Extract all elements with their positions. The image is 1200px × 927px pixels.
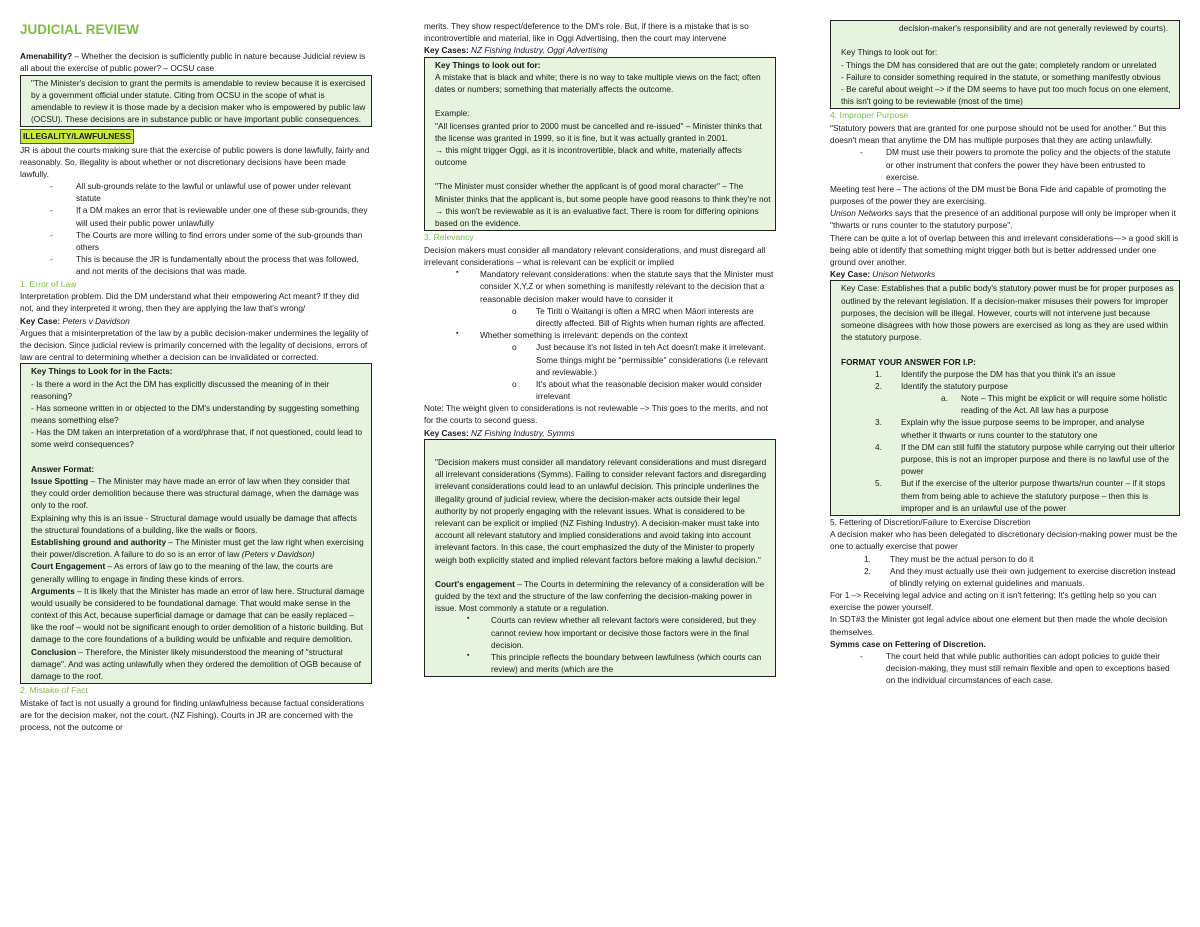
ocsu-quote-box bbox=[20, 75, 372, 128]
list-item bbox=[841, 380, 1175, 392]
irrelevant-box bbox=[830, 20, 1180, 109]
ocsu-quote-text: "The Minister's decision to grant the permits is amendable to review because it is exercised by a government official under statute. Citing from OCSU in the scope of what is amendable to review it is those made by a decision maker who is empowered by public law (OCSU). These decisions are in substance public or have important public consequences. bbox=[31, 77, 366, 125]
format-sub-steps bbox=[841, 392, 1175, 416]
error-of-law-text: Interpretation problem. Did the DM understand what their empowering Act meant? If they did not, and they interpreted it wrong, then they are applying the law that's wrong/ bbox=[20, 291, 359, 314]
step-number: a. bbox=[941, 393, 948, 404]
step-number: 3. bbox=[875, 417, 882, 428]
box-text: "All licenses granted prior to 2000 must be cancelled and re-issued" – Minister thinks that the license was granted in 1999, so it is fine, but it was actually granted in 2001. bbox=[435, 120, 762, 143]
improper-purpose-text: "Statutory powers that are granted for one purpose should not be used for another." But this doesn't mean that anytime the DM has multiple purposes that they are acting unlawfully. bbox=[830, 122, 1167, 146]
step-text: – It is likely that the Minister has made an error of law here. Structural damage would usually be considered to be foundational damage. That would make sense in the context of this Act, because superficial damage or damage that can be easily replaced – like the roof – would not be significant enough to order demolition of a historic building. But damage to the core foundations of a building would be unfixable and require demolition. bbox=[31, 585, 365, 645]
box-heading: Key Things to look out for: bbox=[841, 47, 938, 58]
list-item: ▪ Whether something is irrelevant: depends on the context bbox=[424, 329, 776, 341]
box-text: Key Case: Establishes that a public body's statutory power must be for proper purposes as outlined by the relevant legislation. If a decision-maker misuses their powers for improper purposes, the decision will be illegal. However, courts will not intervene just because someone disagrees with how those powers are exercised as long as they are used within the statutory purpose. bbox=[841, 283, 1174, 343]
list-item: - If a DM makes an error that is reviewable under one of these sub-grounds, they will used their public power unlawfully bbox=[20, 204, 372, 228]
key-case-line bbox=[830, 268, 1180, 280]
step-text: Identify the purpose the DM has that you think it's an issue bbox=[901, 368, 1116, 379]
section-error-of-law: 1. Error of Law bbox=[20, 278, 77, 289]
merits-paragraph: merits. They show respect/deference to the DM's role. But, if there is a mistake that is so incontrovertible and material, like in Oggi Advertising, then the court may intervene bbox=[424, 21, 749, 44]
section-fettering: 5. Fettering of Discretion/Failure to Exercise Discretion bbox=[830, 516, 1031, 527]
court-engagement-label: Court's engagement bbox=[435, 578, 515, 589]
amenability-paragraph bbox=[20, 50, 372, 74]
column-1 bbox=[20, 0, 372, 927]
list-item: o It's about what the reasonable decision maker would consider irrelevant bbox=[424, 378, 776, 402]
list-item bbox=[830, 553, 1180, 565]
improper-purpose-box bbox=[830, 280, 1180, 516]
step-text: – As errors of law go to the meaning of the law, the courts are generally willing to engage in finding these kinds of errors. bbox=[31, 561, 334, 584]
key-case-name: Peters v Davidson bbox=[60, 315, 130, 326]
step-case: (Peters v Davidson) bbox=[241, 549, 315, 560]
section-relevancy: 3. Relevancy bbox=[424, 232, 474, 243]
list-item bbox=[830, 565, 1180, 589]
answer-step-5 bbox=[31, 585, 367, 646]
fettering-items bbox=[830, 553, 1180, 590]
step-label: Issue Spotting bbox=[31, 476, 89, 486]
overlap-paragraph: There can be quite a lot of overlap between this and irrelevant considerations—> a good skill is being able ot identify that something might trigger both but is better addressed under one ground over another. bbox=[830, 232, 1179, 267]
page-title: JUDICIAL REVIEW bbox=[20, 22, 140, 37]
list-item: ▪ This principle reflects the boundary between lawfulness (which courts can review) and merits (which are the bbox=[435, 651, 771, 675]
mistake-facts-box bbox=[424, 57, 776, 232]
relevancy-sub-bullets bbox=[424, 305, 776, 329]
list-item: - The Courts are more willing to find errors under some of the sub-grounds than others bbox=[20, 229, 372, 253]
list-item: - Be careful about weight –> if the DM seems to have put too much focus on one element, this isn't going to be reviewable (most of the time) bbox=[841, 83, 1171, 107]
unison-text: says that the presence of an additional purpose will only be improper when it "thwarts or runs counter to the statutory purpose". bbox=[830, 208, 1176, 231]
answer-step-1 bbox=[31, 475, 367, 512]
mistake-of-fact-text: Mistake of fact is not usually a ground for finding unlawfulness because factual considerations are for the decision maker, not the court. (NZ Fishing). Courts in JR are concerned with the process, not the outcome or bbox=[20, 697, 365, 733]
answer-format-heading: Answer Format: bbox=[31, 463, 95, 474]
key-case-label: Key Case: bbox=[20, 315, 61, 326]
list-item: - DM must use their powers to promote the policy and the objects of the statute or other instrument that confers the power they have been entrusted to exercise. bbox=[830, 146, 1180, 183]
error-of-law-text-2: Argues that a misinterpretation of the law by a public decision-maker undermines the legality of the decision. Since judicial review is primarily concerned with the legality of decisions, errors of law are central to determining whether a decision can be invalidated or corrected. bbox=[20, 327, 369, 363]
list-item: o Te Tiriti o Waitangi is often a MRC when Māori interests are directly affected. Bill of Rights when human rights are affected. bbox=[424, 305, 776, 329]
fettering-text: A decision maker who has been delegated to discretionary decision-making power must be the one to actually exercise that power bbox=[830, 529, 1178, 552]
step-label: Court Engagement bbox=[31, 561, 106, 572]
key-cases-names: NZ Fishing Industry, Oggi Advertising bbox=[468, 45, 608, 56]
answer-step-4 bbox=[31, 560, 367, 584]
step-number: 4. bbox=[875, 441, 882, 452]
step-text: – The Minister may have made an error of law when they consider that they could order demolition because there was structural damage, when the damage was only to the roof. bbox=[31, 476, 359, 511]
relevancy-box bbox=[424, 439, 776, 678]
box-text: "Decision makers must consider all mandatory relevant considerations and must disregard all irrelevant considerations (Symms). Failing to consider relevant factors and disregarding irrelevant considerations could lead to an unlawful decision. This principle underlines the illegality ground of judicial review, where the decision-maker acts outside their legal authority by not properly engaging with the relevant issues. What is considered to be relevant can be explicit or implied (NZ Fishing Industry). A decision-maker must take into account all relevant statutory and implied considerations and avoid taking into account irrelevant factors. In this case, the court emphasized the duty of the Minister to properly weigh both explicitly stated and implied relevant factors before making a lawful decision." bbox=[435, 457, 767, 565]
list-item bbox=[841, 477, 1175, 514]
list-item: - The court held that while public authorities can adopt policies to guide their decision-making, they must still remain flexible and open to exceptions based on the individual circumstances of each case. bbox=[830, 650, 1180, 687]
fettering-note-1: For 1 –> Receiving legal advice and acting on it isn't fettering; It's getting help so you can exercise the power yourself. bbox=[830, 590, 1157, 613]
key-cases-label: Key Cases: bbox=[424, 45, 469, 56]
list-item bbox=[841, 368, 1175, 380]
court-engagement bbox=[435, 578, 771, 615]
key-cases-line bbox=[424, 44, 776, 56]
illegality-points bbox=[20, 180, 372, 278]
column-3 bbox=[830, 0, 1180, 927]
box-text: → this might trigger Oggi, as it is incontrovertible, black and white, materially affects outcome bbox=[435, 144, 742, 168]
list-item: - Has someone written in or objected to the DM's understanding by suggesting something means something else? bbox=[31, 402, 360, 426]
answer-step-3 bbox=[31, 536, 367, 560]
column-2 bbox=[424, 0, 776, 927]
list-item bbox=[841, 441, 1175, 478]
improper-purpose-points bbox=[830, 146, 1180, 183]
format-heading: FORMAT YOUR ANSWER FOR I.P: bbox=[841, 356, 976, 367]
step-text: Identify the statutory purpose bbox=[901, 380, 1009, 391]
step-text: – Therefore, the Minister likely misunderstood the meaning of "structural damage". And was acting unlawfully when they ordered the demolition of OGB because of damage to the roof. bbox=[31, 646, 361, 681]
list-item: - Failure to consider something required in the statute, or something manifestly obvious bbox=[841, 71, 1161, 82]
relevancy-bullets bbox=[424, 268, 776, 305]
amenability-text: – Whether the decision is sufficiently public in nature because Judicial review is all about the exercise of public power? – OCSU case bbox=[20, 51, 366, 74]
step-text: But if the exercise of the ulterior purpose thwarts/run counter – if it stops them from being able to achieve the statutory purpose – then this is improper and is an unlawful use of the power bbox=[901, 478, 1166, 513]
box-text: "The Minister must consider whether the applicant is of good moral character" – The Minister thinks that the applicant is, but some people have good reasons to think they're not bbox=[435, 181, 771, 204]
step-label: Arguments bbox=[31, 585, 75, 596]
step-text: Explain why the issue purpose seems to be improper, and analyse whether it thwarts or runs counter to the statutory one bbox=[901, 417, 1145, 440]
answer-step-2: Explaining why this is an issue - Structural damage would usually be damage that affects the structural foundations of a building, like the walls or floors. bbox=[31, 512, 357, 535]
step-number: 1. bbox=[875, 368, 882, 379]
relevancy-bullets bbox=[424, 329, 776, 341]
jr-intro: JR is about the courts making sure that the exercise of public powers is done lawfully, fairly and reasonably. So, illegality is about whether or not discretionary decisions have been made lawfully. bbox=[20, 144, 370, 179]
list-item bbox=[841, 392, 1175, 416]
item-number: 2. bbox=[864, 565, 871, 576]
relevancy-text: Decision makers must consider all mandatory relevant considerations, and must disregard all irrelevant considerations – what is relevant can be explicit or implied bbox=[424, 244, 766, 267]
key-case-label: Key Case: bbox=[830, 269, 871, 280]
key-cases-line bbox=[424, 427, 776, 439]
list-item: - All sub-grounds relate to the lawful or unlawful use of power under relevant statute bbox=[20, 180, 372, 204]
facts-box bbox=[20, 363, 372, 684]
case-name: Unison Networks bbox=[830, 208, 893, 219]
key-cases-label: Key Cases: bbox=[424, 427, 469, 438]
box-text: → this won't be reviewable as it is an evaluative fact. There is room for differing opinions based on the evidence. bbox=[435, 205, 759, 228]
step-text: Note – This might be explicit or will require some holistic reading of the Act. All law has a purpose bbox=[961, 393, 1167, 416]
step-number: 2. bbox=[875, 380, 882, 391]
weight-note: Note: The weight given to considerations is not reviewable –> This goes to the merits, and not for the courts to second guess. bbox=[424, 403, 768, 426]
amenability-label: Amenability? bbox=[20, 51, 73, 62]
step-number: 5. bbox=[875, 478, 882, 489]
box-text: A mistake that is black and white; there is no way to take multiple views on the fact; often dates or numbers; something that materially affects the outcome. bbox=[435, 71, 761, 94]
court-engagement-bullets bbox=[435, 614, 771, 675]
answer-step-6 bbox=[31, 646, 367, 683]
format-steps bbox=[841, 416, 1175, 514]
list-item: o Just because it's not listed in teh Act doesn't make it irrelevant. Some things might be "permissible" considerations (i.e relevant and reviewable.) bbox=[424, 341, 776, 378]
relevancy-sub-bullets bbox=[424, 341, 776, 402]
step-label: Establishing ground and authority bbox=[31, 536, 167, 547]
list-item: - Has the DM taken an interpretation of a word/phrase that, if not questioned, could lead to some weird consequences? bbox=[31, 427, 363, 450]
symms-heading: Symms case on Fettering of Discretion. bbox=[830, 638, 986, 649]
list-item bbox=[841, 416, 1175, 440]
item-text: And they must actually use their own judgement to exercise discretion instead of blindly relying on external guidelines and manuals. bbox=[890, 565, 1176, 588]
list-item: - This is because the JR is fundamentally about the process that was followed, and not merits of the decisions that was made. bbox=[20, 253, 372, 277]
box-heading: Key Things to look out for: bbox=[435, 59, 541, 70]
format-steps bbox=[841, 368, 1175, 392]
list-item: - Is there a word in the Act the DM has explicitly discussed the meaning of in their reasoning? bbox=[31, 378, 330, 401]
meeting-test: Meeting test here – The actions of the DM must be Bona Fide and capable of promoting the purposes of the power they are exercising. bbox=[830, 183, 1167, 207]
item-number: 1. bbox=[864, 553, 871, 564]
section-improper-purpose: 4. Improper Purpose bbox=[830, 110, 909, 121]
list-item: ▪ Mandatory relevant considerations: when the statute says that the Minister must consider X,Y,Z or when something is manifestly relevant to the decision that a reasonable decision maker would have to consider it bbox=[424, 268, 776, 305]
list-item: - Things the DM has considered that are out the gate; completely random or unrelated bbox=[841, 59, 1157, 70]
court-engagement-text: – The Courts in determining the relevancy of a consideration will be guided by the text and the structure of the law conferring the decision-making power in issue. Most commonly a statute or a regulation. bbox=[435, 578, 765, 614]
box-text: decision-maker's responsibility and are not generally reviewed by courts). bbox=[899, 23, 1169, 33]
key-case-name: Unison Networks bbox=[870, 269, 936, 280]
item-text: They must be the actual person to do it bbox=[890, 553, 1034, 564]
unison-paragraph bbox=[830, 207, 1180, 231]
step-text: – The Minister must get the law right when exercising their power/discretion. A failure to do so is an error of law bbox=[31, 536, 364, 560]
section-mistake-of-fact: 2. Mistake of Fact bbox=[20, 685, 88, 696]
key-cases-names: NZ Fishing Industry, Symms bbox=[468, 427, 575, 438]
step-label: Conclusion bbox=[31, 646, 77, 657]
symms-points bbox=[830, 650, 1180, 687]
list-item: ▪ Courts can review whether all relevant factors were considered, but they cannot review how important or decisive those factors were in the final decision. bbox=[435, 614, 771, 651]
illegality-heading: ILLEGALITY/LAWFULNESS bbox=[20, 129, 134, 143]
step-text: If the DM can still fulfil the statutory purpose while carrying out their ulterior purpose, this is not an improper purpose and there is no lawful use of the power bbox=[901, 441, 1175, 477]
facts-box-heading: Key Things to Look for in the Facts: bbox=[31, 366, 173, 377]
example-label: Example: bbox=[435, 108, 470, 119]
fettering-note-2: In SDT#3 the Minister got legal advice about one element but then made the whole decision themselves. bbox=[830, 614, 1168, 637]
key-case-line bbox=[20, 315, 372, 327]
